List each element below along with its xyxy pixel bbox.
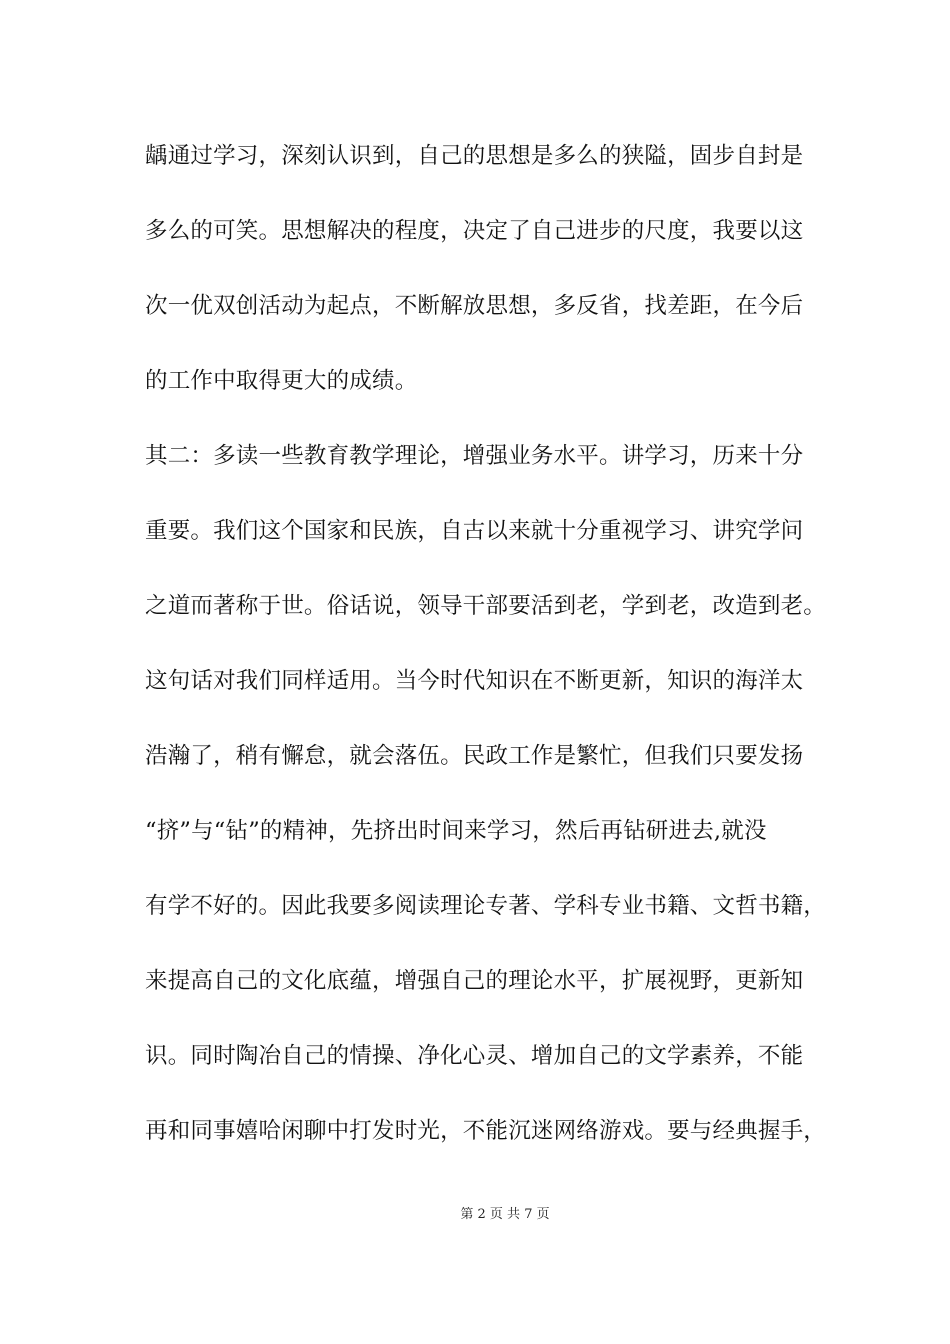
body-text-line: 龋通过学习，深刻认识到，自己的思想是多么的狭隘，固步自封是 [145, 143, 804, 169]
body-text-line: 之道而著称于世。俗话说，领导干部要活到老，学到老，改造到老。 [145, 593, 827, 619]
body-text-line: “挤”与“钻”的精神，先挤出时间来学习，然后再钻研进去,就没 [145, 818, 767, 844]
body-text-line: 次一优双创活动为起点，不断解放思想，多反省，找差距，在今后 [145, 293, 804, 319]
body-text-line: 有学不好的。因此我要多阅读理论专著、学科专业书籍、文哲书籍， [145, 893, 827, 919]
body-text-line: 浩瀚了，稍有懈怠，就会落伍。民政工作是繁忙，但我们只要发扬 [145, 743, 804, 769]
body-text-line: 这句话对我们同样适用。当今时代知识在不断更新，知识的海洋太 [145, 668, 804, 694]
body-text-line: 重要。我们这个国家和民族，自古以来就十分重视学习、讲究学问 [145, 518, 804, 544]
body-text-line: 的工作中取得更大的成绩。 [145, 368, 418, 394]
body-text-line: 多么的可笑。思想解决的程度，决定了自己进步的尺度，我要以这 [145, 218, 804, 244]
page-number-footer: 第 2 页 共 7 页 [460, 1207, 550, 1222]
body-text-line: 来提高自己的文化底蕴，增强自己的理论水平，扩展视野，更新知 [145, 968, 804, 994]
body-text-line: 其二：多读一些教育教学理论，增强业务水平。讲学习，历来十分 [145, 443, 804, 469]
body-text-line: 识。同时陶冶自己的情操、净化心灵、增加自己的文学素养，不能 [145, 1043, 804, 1069]
body-text-line: 再和同事嬉哈闲聊中打发时光，不能沉迷网络游戏。要与经典握手， [145, 1118, 827, 1144]
